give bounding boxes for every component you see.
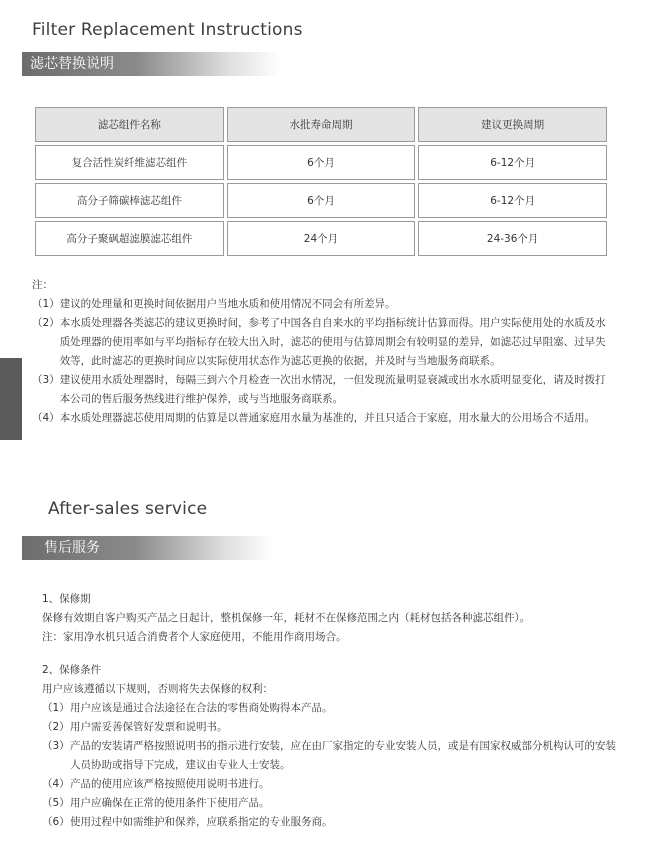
table-row bbox=[35, 221, 607, 256]
note-number: （2） bbox=[32, 317, 60, 329]
table-cell: 高分子聚砜超滤膜滤芯组件 bbox=[35, 221, 224, 256]
notes-label: 注： bbox=[32, 279, 53, 291]
condition-item bbox=[42, 775, 622, 794]
header-cell: 滤芯组件名称 bbox=[35, 107, 224, 142]
condition-item bbox=[42, 699, 622, 718]
conditions-intro: 用户应该遵循以下规则，否则将失去保修的权利： bbox=[42, 683, 273, 695]
section-title-zh: 售后服务 bbox=[44, 540, 100, 556]
condition-item bbox=[42, 794, 622, 813]
condition-number: （3） bbox=[42, 740, 70, 752]
table-row bbox=[35, 145, 607, 180]
conditions-heading: 2、保修条件 bbox=[42, 664, 102, 676]
condition-text: 使用过程中如需维护和保养，应联系指定的专业服务商。 bbox=[70, 816, 333, 828]
warranty-heading: 1、保修期 bbox=[42, 593, 91, 605]
section-title-en: Filter Replacement Instructions bbox=[32, 20, 303, 40]
condition-item bbox=[42, 813, 622, 832]
table-cell: 6个月 bbox=[227, 145, 416, 180]
section-band bbox=[22, 52, 280, 76]
section-band bbox=[22, 536, 274, 560]
header-cell: 水批寿命周期 bbox=[227, 107, 416, 142]
side-tab-marker bbox=[0, 358, 22, 440]
condition-number: （4） bbox=[42, 778, 70, 790]
section-title-zh: 滤芯替换说明 bbox=[30, 56, 114, 72]
note-text: 本水质处理器滤芯使用周期的估算是以普通家庭用水量为基准的，并且只适合于家庭，用水量大的公用场合不适用。 bbox=[59, 412, 596, 424]
filter-table bbox=[32, 104, 610, 259]
note-item bbox=[32, 314, 612, 371]
table-cell: 24-36个月 bbox=[418, 221, 607, 256]
warranty-note: 注：家用净水机只适合消费者个人家庭使用，不能用作商用场合。 bbox=[42, 631, 347, 643]
service-block bbox=[42, 590, 622, 832]
condition-text: 用户应该是通过合法途径在合法的零售商处购得本产品。 bbox=[70, 702, 333, 714]
note-item bbox=[32, 371, 612, 409]
warranty-text: 保修有效期自客户购买产品之日起计，整机保修一年，耗材不在保修范围之内（耗材包括各种滤芯组件）。 bbox=[42, 612, 531, 624]
header-cell: 建议更换周期 bbox=[418, 107, 607, 142]
table-cell: 6-12个月 bbox=[418, 145, 607, 180]
note-number: （1） bbox=[32, 298, 60, 310]
note-number: （4） bbox=[32, 412, 60, 424]
table-cell: 6-12个月 bbox=[418, 183, 607, 218]
condition-number: （1） bbox=[42, 702, 70, 714]
condition-item bbox=[42, 737, 622, 775]
table-cell: 高分子筛碳棒滤芯组件 bbox=[35, 183, 224, 218]
note-text: 建议的处理量和更换时间依据用户当地水质和使用情况不同会有所差异。 bbox=[59, 298, 396, 310]
note-text: 建议使用水质处理器时，每隔三到六个月检查一次出水情况，一但发现流量明显衰减或出水水质明显变化，请及时拨打本公司的售后服务热线进行维护保养，或与当地服务商联系。 bbox=[59, 374, 606, 405]
condition-text: 用户应确保在正常的使用条件下使用产品。 bbox=[70, 797, 270, 809]
table-cell: 复合活性炭纤维滤芯组件 bbox=[35, 145, 224, 180]
condition-text: 用户需妥善保管好发票和说明书。 bbox=[70, 721, 228, 733]
notes-block bbox=[32, 276, 612, 428]
note-item bbox=[32, 409, 612, 428]
condition-number: （5） bbox=[42, 797, 70, 809]
condition-number: （2） bbox=[42, 721, 70, 733]
note-item bbox=[32, 295, 612, 314]
condition-number: （6） bbox=[42, 816, 70, 828]
section-title-en: After-sales service bbox=[48, 499, 208, 519]
table-row bbox=[35, 183, 607, 218]
condition-text: 产品的安装请严格按照说明书的指示进行安装，应在由厂家指定的专业安装人员，或是有国家权威部分机构认可的安装人员协助或指导下完成，建议由专业人士安装。 bbox=[70, 740, 616, 771]
table-cell: 6个月 bbox=[227, 183, 416, 218]
condition-item bbox=[42, 718, 622, 737]
note-text: 本水质处理器各类滤芯的建议更换时间，参考了中国各自自来水的平均指标统计估算而得。用户实际使用处的水质及水质处理器的使用率如与平均指标存在较大出入时，滤芯的使用与估算周期会有较明显的差异，如滤芯过早阻塞、过早失效等，此时滤芯的更换时间应以实际使用状态作为滤芯更换的依据，并及时与当地服务商联系。 bbox=[59, 317, 606, 367]
condition-text: 产品的使用应该严格按照使用说明书进行。 bbox=[70, 778, 270, 790]
table-cell: 24个月 bbox=[227, 221, 416, 256]
table-header-row bbox=[35, 107, 607, 142]
note-number: （3） bbox=[32, 374, 60, 386]
